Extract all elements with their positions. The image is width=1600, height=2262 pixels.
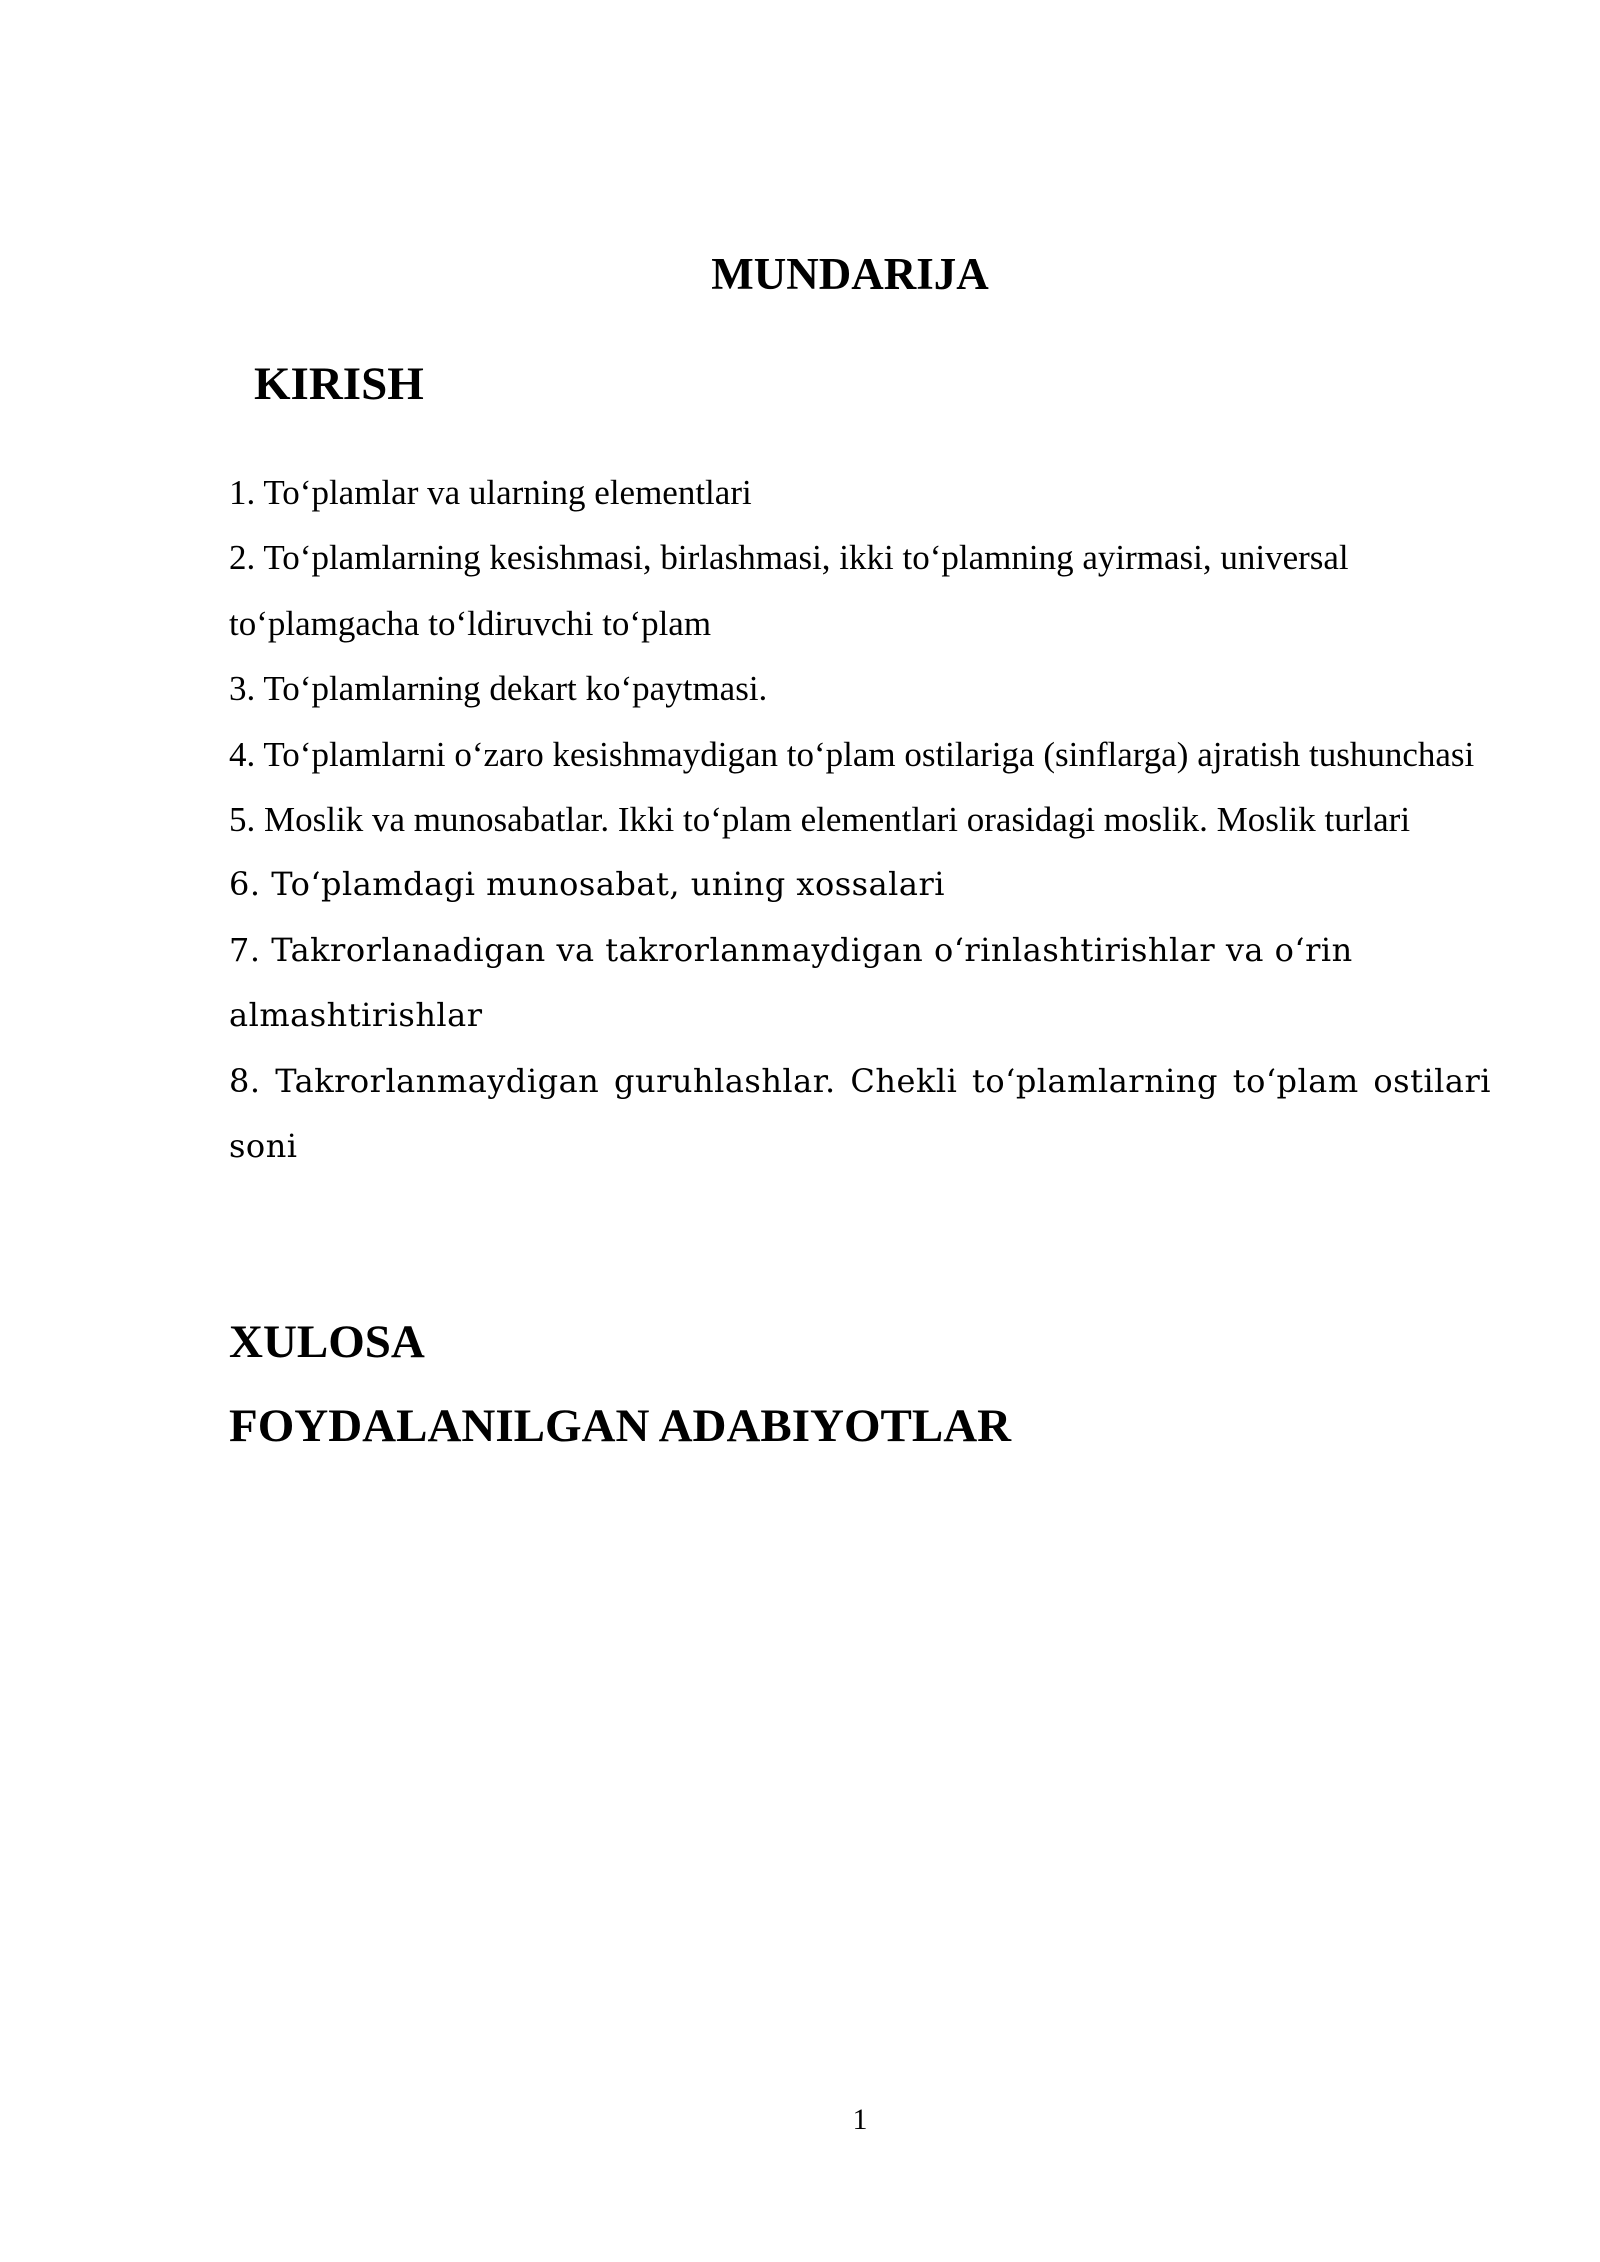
intro-heading: KIRISH — [254, 358, 424, 410]
toc-item-1: 1. To‘plamlar va ularning elementlari — [229, 473, 752, 512]
toc-item-3: 3. To‘plamlarning dekart ko‘paytmasi. — [229, 669, 768, 709]
toc-item-6: 6. To‘plamdagi munosabat, uning xossalari — [229, 865, 945, 904]
table-of-contents — [229, 460, 1491, 1179]
toc-item-7: 7. Takrorlanadigan va takrorlanmaydigan o‘rinlashtirishlar va o‘rin almashtirishlar — [229, 930, 1353, 1035]
toc-item-2: 2. To‘plamlarning kesishmasi, birlashmasi, ikki to‘plamning ayirmasi, universal to‘plamgacha to‘ldiruvchi to‘plam — [229, 538, 1349, 643]
toc-item-4: 4. To‘plamlarni o‘zaro kesishmaydigan to‘plam ostilariga (sinflarga) ajratish tushunchasi — [229, 734, 1475, 774]
references-heading: FOYDALANILGAN ADABIYOTLAR — [229, 1400, 1012, 1452]
page-title: MUNDARIJA — [711, 249, 989, 299]
toc-item-8: 8. Takrorlanmaydigan guruhlashlar. Chekli to‘plamlarning to‘plam ostilari soni — [229, 1061, 1491, 1166]
conclusion-heading: XULOSA — [229, 1316, 425, 1368]
toc-item-5: 5. Moslik va munosabatlar. Ikki to‘plam elementlari orasidagi moslik. Moslik turlari — [229, 800, 1411, 840]
page-number: 1 — [852, 2103, 868, 2136]
